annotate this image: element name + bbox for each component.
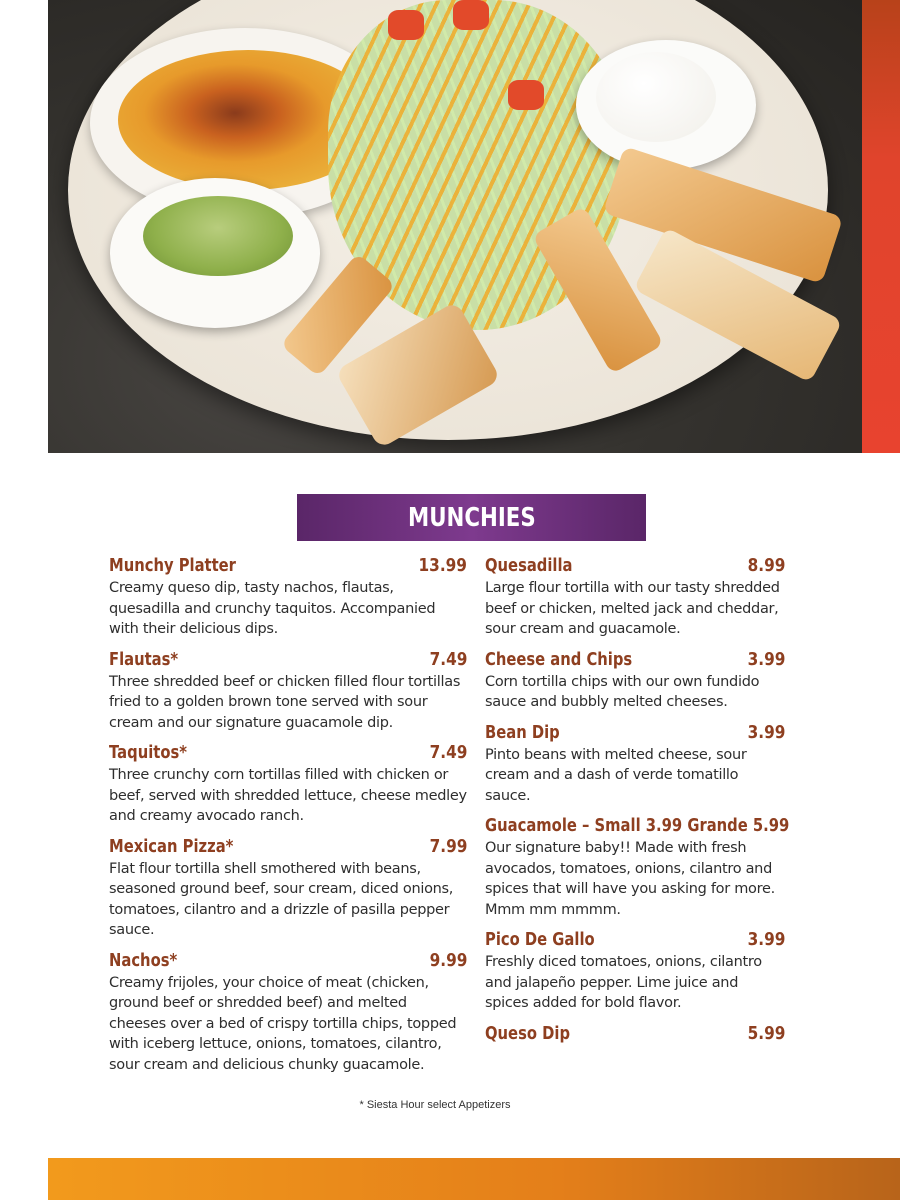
menu-item-price: 3.99 (747, 929, 785, 950)
menu-item-price: 3.99 (747, 721, 785, 743)
menu-item-name: Quesadilla (485, 555, 573, 576)
menu-item-price: 5.99 (747, 1022, 785, 1044)
menu-item (109, 648, 467, 734)
footnote (0, 1099, 900, 1111)
menu-item-description: Freshly diced tomatoes, onions, cilantro and jalapeño pepper. Lime juice and spices added for bold flavor. (485, 954, 762, 1011)
menu-item (485, 928, 785, 1014)
menu-item-name: Guacamole – Small 3.99 Grande 5.99 (485, 815, 790, 836)
menu-item-header (109, 835, 467, 859)
guacamole (143, 196, 293, 276)
menu-item-description: Our signature baby!! Made with fresh avocados, tomatoes, onions, cilantro and spices that will have you asking for more. Mmm mm mmmm. (485, 840, 775, 918)
menu-item (109, 554, 467, 640)
menu-item-name: Queso Dip (485, 1022, 571, 1044)
menu-item-header (485, 721, 785, 745)
hero-food-photo (48, 0, 862, 453)
menu-item-name: Munchy Platter (109, 555, 236, 576)
menu-item (109, 835, 467, 941)
menu-item-description: Corn tortilla chips with our own fundido sauce and bubbly melted cheeses. (485, 673, 760, 710)
menu-item-name: Flautas* (109, 648, 179, 670)
tomato-piece (453, 0, 489, 30)
menu-item (485, 814, 790, 920)
menu-item-header (485, 928, 785, 952)
section-title: MUNCHIES (407, 502, 536, 533)
menu-item-name: Bean Dip (485, 721, 560, 743)
menu-item-header (109, 648, 467, 672)
menu-item (485, 648, 785, 713)
menu-item-name: Taquitos* (109, 742, 187, 763)
menu-item-header (485, 554, 785, 578)
bottom-accent-bar (48, 1158, 900, 1200)
menu-item-header (109, 554, 467, 578)
menu-item-price: 13.99 (418, 555, 467, 576)
tomato-piece (508, 80, 544, 110)
menu-item (485, 721, 785, 807)
menu-item (485, 554, 785, 640)
menu-item-price: 3.99 (747, 648, 785, 670)
menu-column-left (109, 554, 467, 1083)
menu-item-name: Mexican Pizza* (109, 835, 234, 857)
menu-item-name: Cheese and Chips (485, 648, 633, 670)
menu-item-price: 7.99 (429, 835, 467, 857)
menu-item-description: Three crunchy corn tortillas filled with chicken or beef, served with shredded lettuce, cheese medley and creamy avocado ranch. (109, 767, 467, 824)
menu-item-description: Creamy frijoles, your choice of meat (chicken, ground beef or shredded beef) and melted cheeses over a bed of crispy tortilla chips, topped with iceberg lettuce, onions, tomatoes, cilantro, sour cream and delicious chunky guacamole. (109, 974, 457, 1073)
menu-column-right (485, 554, 790, 1054)
footnote-text: * Siesta Hour select Appetizers (359, 1099, 511, 1111)
menu-item (485, 1022, 785, 1046)
section-banner (297, 494, 646, 541)
menu-item (109, 741, 467, 827)
menu-item-price: 8.99 (747, 555, 785, 576)
menu-item-price: 7.49 (429, 742, 467, 763)
menu-item-price: 7.49 (429, 648, 467, 670)
menu-item-description: Three shredded beef or chicken filled flour tortillas fried to a golden brown tone served with sour cream and our signature guacamole dip. (109, 673, 461, 731)
menu-item-header (485, 648, 785, 672)
menu-item-description: Creamy queso dip, tasty nachos, flautas, quesadilla and crunchy taquitos. Accompanied with their delicious dips. (109, 580, 436, 637)
accent-side-bar (862, 0, 900, 453)
menu-item-name: Nachos* (109, 949, 178, 971)
tomato-piece (388, 10, 424, 40)
menu-item-header (109, 741, 467, 765)
menu-item-description: Flat flour tortilla shell smothered with beans, seasoned ground beef, sour cream, diced onions, tomatoes, cilantro and a drizzle of pasilla pepper sauce. (109, 860, 454, 938)
menu-item-header (485, 814, 790, 838)
menu-item-price: 9.99 (429, 949, 467, 971)
menu-item (109, 949, 467, 1076)
sour-cream (596, 52, 716, 142)
menu-item-name: Pico De Gallo (485, 929, 595, 950)
menu-item-header (109, 949, 467, 973)
menu-item-description: Large flour tortilla with our tasty shredded beef or chicken, melted jack and cheddar, sour cream and guacamole. (485, 580, 780, 637)
menu-item-header (485, 1022, 785, 1046)
menu-item-description: Pinto beans with melted cheese, sour cream and a dash of verde tomatillo sauce. (485, 746, 747, 804)
